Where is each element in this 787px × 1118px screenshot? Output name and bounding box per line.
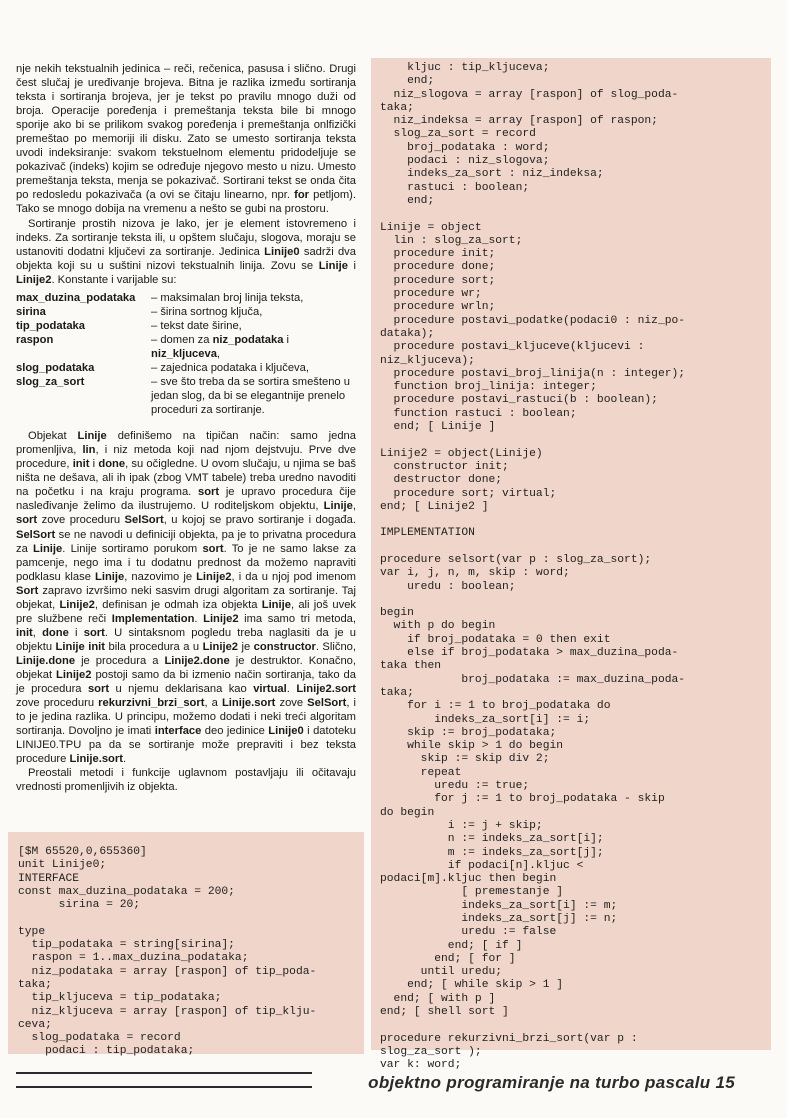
bold-term: rekurzivni_brzi_sort xyxy=(98,697,205,710)
code-line: tip_kljuceva = tip_podataka; xyxy=(18,992,222,1005)
footer-rule-top xyxy=(16,1072,312,1074)
code-line: procedure done; xyxy=(380,261,496,274)
code-line: IMPLEMENTATION xyxy=(380,527,475,540)
code-line: uredu : boolean; xyxy=(380,580,516,593)
code-line xyxy=(380,594,771,607)
code-line: taka; xyxy=(18,978,52,991)
bold-term: Linije2 xyxy=(196,570,232,583)
bold-term: Linije2.done xyxy=(164,654,230,667)
code-line xyxy=(380,1019,771,1032)
bold-term: init xyxy=(16,626,33,639)
code-line: procedure postavi_broj_linija(n : integer); xyxy=(380,367,686,380)
code-line: tip_podataka = string[sirina]; xyxy=(18,939,235,952)
code-line xyxy=(380,208,771,221)
code-line: n := indeks_za_sort[i]; xyxy=(380,833,604,846)
code-line: procedure postavi_rastuci(b : boolean); xyxy=(380,394,658,407)
bold-term: for xyxy=(294,189,310,202)
bold-term: sort xyxy=(87,683,110,696)
bold-term: Implementation xyxy=(111,612,195,625)
paragraph-3: Objekat Linije definišemo na tipičan način: samo jedna promenljiva, lin, i niz metoda koji nad njom dejstvuju. Prve dve procedure, init i done, su očigledne. U ovom slučaju, u njima se baš ništa ne dešava, ali ih ipak (zbog VMT tabele) treba uredno navoditi na početku i na kraju programa. sort je upravo procedura čije nasleđivanje želimo da ilustrujemo. U roditeljskom objektu, Linije, sort zove proceduru SelSort, u kojoj se pravo sortiranje i događa. SelSort se ne navodi u definiciji objekta, pa je to privatna procedura za Linije. Linije sortiramo porukom sort. To je ne samo lakse za pamcenje, nego ima i tu dodatnu prednost da možemo napraviti podklasu klase Linije, nazovimo je Linije2, i da u njoj pod imenom Sort zapravo izvršimo neki sasvim drugi algoritam za sortiranje. Taj objekat, Linije2, definisan je odmah iza objekta Linije, ali još uvek pre službene reči Implementation. Linije2 ima samo tri metoda, init, done i sort. U sintaksnom pogledu treba naglasiti da je u objektu Linije init bila procedura a u Linije2 je constructor. Slično, Linije.done je procedura a Linije2.done je destruktor. Konačno, objekat Linije2 postoji samo da bi izmenio način sortiranja, tako da je procedura sort u njemu deklarisana kao virtual. Linije2.sort zove proceduru rekurzivni_brzi_sort, a Linije.sort zove SelSort, i to je jedina razlika. U principu, možemo dodati i neki treći algoritam sortiranja. Dovoljno je imati interface deo jedinice Linije0 i datoteku LINIJE0.TPU pa da se sortiranje može prepraviti i bez teksta procedure Linije.sort. xyxy=(16,430,357,766)
code-line: indeks_za_sort[i] := m; xyxy=(380,899,618,912)
code-line: var k: word; xyxy=(380,1059,462,1072)
code-line: var i, j, n, m, skip : word; xyxy=(380,567,570,580)
bold-term: sort xyxy=(16,514,38,527)
code-line: ceva; xyxy=(18,1018,52,1031)
code-listing-left xyxy=(8,832,364,1058)
constant-row xyxy=(16,375,356,417)
constant-description: – zajednica podataka i ključeva, xyxy=(151,361,309,374)
bold-term: sort xyxy=(202,542,224,555)
bold-term: Linije xyxy=(318,259,348,272)
code-line: podaci : niz_slogova; xyxy=(380,155,550,168)
code-line: niz_slogova = array [raspon] of slog_poda- xyxy=(380,88,679,101)
constant-description: – domen za niz_podataka i niz_kljuceva, xyxy=(151,333,290,360)
code-line: skip := skip div 2; xyxy=(380,753,550,766)
code-line: niz_kljuceva = array [raspon] of tip_klju- xyxy=(18,1005,317,1018)
code-line: taka then xyxy=(380,660,442,673)
code-line: niz_podataka = array [raspon] of tip_poda- xyxy=(18,965,317,978)
constant-row xyxy=(16,361,356,375)
code-line: skip := broj_podataka; xyxy=(380,726,557,739)
bold-term: Linije.done xyxy=(16,654,76,667)
code-line: constructor init; xyxy=(380,460,509,473)
code-line: lin : slog_za_sort; xyxy=(380,234,523,247)
bold-term: sort xyxy=(197,486,220,499)
bold-term: SelSort xyxy=(16,528,56,541)
code-line: end; [ Linije2 ] xyxy=(380,500,489,513)
code-line: [$M 65520,0,655360] xyxy=(18,846,147,858)
bold-term: init xyxy=(72,458,90,471)
code-line: uredu := false xyxy=(380,926,557,939)
code-line: [ premestanje ] xyxy=(380,886,564,899)
code-line: end; xyxy=(380,75,435,88)
code-line: taka; xyxy=(380,101,414,114)
code-line: end; [ shell sort ] xyxy=(380,1006,509,1019)
bold-term: niz_podataka xyxy=(212,333,284,346)
bold-term: lin xyxy=(82,444,96,457)
code-line xyxy=(18,912,364,925)
code-line: m := indeks_za_sort[j]; xyxy=(380,846,604,859)
constant-name: raspon xyxy=(16,333,54,346)
bold-term: niz_kljuceva xyxy=(151,347,217,360)
code-line: dataka); xyxy=(380,327,435,340)
constant-row xyxy=(16,319,356,333)
bold-term: interface xyxy=(154,725,202,738)
code-line: procedure rekurzivni_brzi_sort(var p : xyxy=(380,1032,638,1045)
code-line: type xyxy=(18,925,46,938)
constant-description: – sve što treba da se sortira smešteno u jedan slog, da bi se elegantnije prenelo proceduri za sortiranje. xyxy=(151,376,350,417)
page-footer xyxy=(368,1073,735,1093)
code-line: function broj_linija: integer; xyxy=(380,381,597,394)
bold-term: Linije2 xyxy=(203,612,239,625)
bold-term: Linije2 xyxy=(202,640,239,653)
footer-rule-bottom xyxy=(16,1086,312,1088)
constant-name: sirina xyxy=(16,305,46,318)
bold-term: Linije.sort xyxy=(221,697,276,710)
code-line: if broj_podataka = 0 then exit xyxy=(380,633,611,646)
paragraph-1: nje nekih tekstualnih jedinica – reči, rečenica, pasusa i slično. Drugi čest slučaj je uređivanje brojeva. Bitna je razlika između sortiranja teksta i sortiranja brojeva, jer je tekst po pravilu mnogo duži od broja. Operacije poređenja i premeštanja teksta bile bi mnogo sporije ako bi se prilikom svakog poređenja i premeštanja onlfizički premeštao po memoriji ili disku. Zato se umesto sortiranja teksta uvodi indeksiranje: svakom tekstuelnom elementu pridodeljuje se pokazivač (indeks) kojim se određuje njegovo mesto u nizu. Umesto premeštanja teksta, menja se pokazivač. Sortirani tekst se onda čita po redosledu pokazivača (a ovi se čitaju linearno, npr. for petljom). Tako se mnogo dobija na vremenu a nešto se gubi na prostoru. xyxy=(16,63,357,216)
code-line: until uredu; xyxy=(380,966,503,979)
bold-term: done xyxy=(98,458,126,471)
constant-row xyxy=(16,333,356,361)
code-line: indeks_za_sort : niz_indeksa; xyxy=(380,168,604,181)
code-line: indeks_za_sort[i] := i; xyxy=(380,713,591,726)
constant-name: tip_podataka xyxy=(16,319,86,332)
code-line: unit Linije0; xyxy=(18,859,107,872)
code-line: end; [ Linije ] xyxy=(380,421,496,434)
code-line: for i := 1 to broj_podataka do xyxy=(380,700,611,713)
constant-name: slog_podataka xyxy=(16,361,95,374)
bold-term: Linije2.sort xyxy=(296,683,356,696)
paragraph-2: Sortiranje prostih nizova je lako, jer je element istovremeno i indeks. Za sortiranje teksta ili, u opštem slučaju, slogova, moraju se ustanoviti dodatni ključevi za sortiranje. Jedinica Linije0 sadrži dva objekta koji su u suštini nizovi tekstualnih linija. Zovu se Linije i Linije2. Konstante i varijable su: xyxy=(16,217,357,286)
footer-title: objektno programiranje na turbo pascalu xyxy=(368,1073,711,1092)
paragraph-4: Preostali metodi i funkcije uglavnom postavljaju ili očitavaju vrednosti promenljivih iz objekta. xyxy=(16,767,356,794)
code-line: procedure postavi_kljuceve(kljucevi : xyxy=(380,341,645,354)
code-line: const max_duzina_podataka = 200; xyxy=(18,885,235,898)
code-line: slog_za_sort ); xyxy=(380,1045,482,1058)
code-line: procedure sort; virtual; xyxy=(380,487,557,500)
code-line: kljuc : tip_kljuceva; xyxy=(380,62,550,74)
code-line xyxy=(380,434,771,447)
code-line: Linije = object xyxy=(380,221,482,234)
code-line: do begin xyxy=(380,806,435,819)
bold-term: Linije.sort xyxy=(69,753,123,766)
bold-term: Linije2 xyxy=(59,598,95,611)
code-line: function rastuci : boolean; xyxy=(380,407,577,420)
code-line: end; [ if ] xyxy=(380,939,523,952)
constant-row xyxy=(16,291,356,305)
code-line: uredu := true; xyxy=(380,780,530,793)
code-line: indeks_za_sort[j] := n; xyxy=(380,913,618,925)
code-line: with p do begin xyxy=(380,620,496,633)
code-line: if podaci[n].kljuc < xyxy=(380,859,584,872)
code-line: podaci : tip_podataka; xyxy=(18,1045,195,1058)
bold-term: Linije xyxy=(261,598,291,611)
code-line xyxy=(380,514,771,527)
constants-list xyxy=(16,291,356,417)
code-line: raspon = 1..max_duzina_podataka; xyxy=(18,952,249,965)
code-line: slog_za_sort = record xyxy=(380,128,536,141)
bold-term: Linije2 xyxy=(16,273,52,286)
constant-name: max_duzina_podataka xyxy=(16,291,136,304)
bold-term: Linije0 xyxy=(264,245,300,258)
bold-term: Linije xyxy=(95,570,125,583)
code-line: repeat xyxy=(380,766,462,779)
code-line: procedure sort; xyxy=(380,274,496,287)
page-number: 15 xyxy=(715,1073,735,1092)
bold-term: Linije init xyxy=(55,640,106,653)
code-line: for j := 1 to broj_podataka - skip xyxy=(380,793,665,806)
constant-description: – širina sortnog ključa, xyxy=(151,305,263,318)
code-line: slog_podataka = record xyxy=(18,1032,181,1045)
code-listing-right xyxy=(371,58,771,1072)
code-line: begin xyxy=(380,607,414,620)
code-line: procedure selsort(var p : slog_za_sort); xyxy=(380,553,652,566)
constant-description: – maksimalan broj linija teksta, xyxy=(151,291,304,304)
code-line: procedure wr; xyxy=(380,288,482,301)
bold-term: SelSort xyxy=(307,697,347,710)
code-line: INTERFACE xyxy=(18,872,80,885)
bold-term: virtual xyxy=(253,683,287,696)
code-line: end; [ for ] xyxy=(380,952,516,965)
bold-term: Linije2 xyxy=(56,668,92,681)
code-line: rastuci : boolean; xyxy=(380,181,530,194)
bold-term: done xyxy=(42,626,69,639)
code-line: taka; xyxy=(380,686,414,699)
bold-term: Sort xyxy=(16,584,39,597)
bold-term: Linije0 xyxy=(268,725,304,738)
code-line: niz_indeksa = array [raspon] of raspon; xyxy=(380,115,658,128)
code-line: procedure postavi_podatke(podaci0 : niz_po- xyxy=(380,314,686,327)
bold-term: Linije xyxy=(323,500,353,513)
code-line: else if broj_podataka > max_duzina_poda- xyxy=(380,647,679,660)
code-line: podaci[m].kljuc then begin xyxy=(380,873,557,886)
code-line xyxy=(380,541,771,554)
code-line: end; [ with p ] xyxy=(380,992,496,1005)
code-line: broj_podataka := max_duzina_poda- xyxy=(380,673,686,686)
code-line: Linije2 = object(Linije) xyxy=(380,447,543,460)
bold-term: SelSort xyxy=(124,514,164,527)
bold-term: Linije xyxy=(33,542,63,555)
code-line: end; xyxy=(380,194,435,207)
article-body xyxy=(16,62,356,794)
constant-description: – tekst date širine, xyxy=(151,319,242,332)
code-line: while skip > 1 do begin xyxy=(380,740,564,753)
code-line: niz_kljuceva); xyxy=(380,354,475,367)
bold-term: Linije xyxy=(77,430,107,443)
constant-name: slog_za_sort xyxy=(16,376,85,389)
constant-row xyxy=(16,305,356,319)
code-line: sirina = 20; xyxy=(18,899,141,912)
code-line: procedure init; xyxy=(380,248,496,261)
bold-term: constructor xyxy=(253,640,316,653)
code-line: broj_podataka : word; xyxy=(380,141,550,154)
bold-term: sort xyxy=(83,626,105,639)
code-line: destructor done; xyxy=(380,474,503,487)
code-line: procedure wrln; xyxy=(380,301,496,314)
code-line: i := j + skip; xyxy=(380,819,543,832)
code-line: end; [ while skip > 1 ] xyxy=(380,979,564,992)
